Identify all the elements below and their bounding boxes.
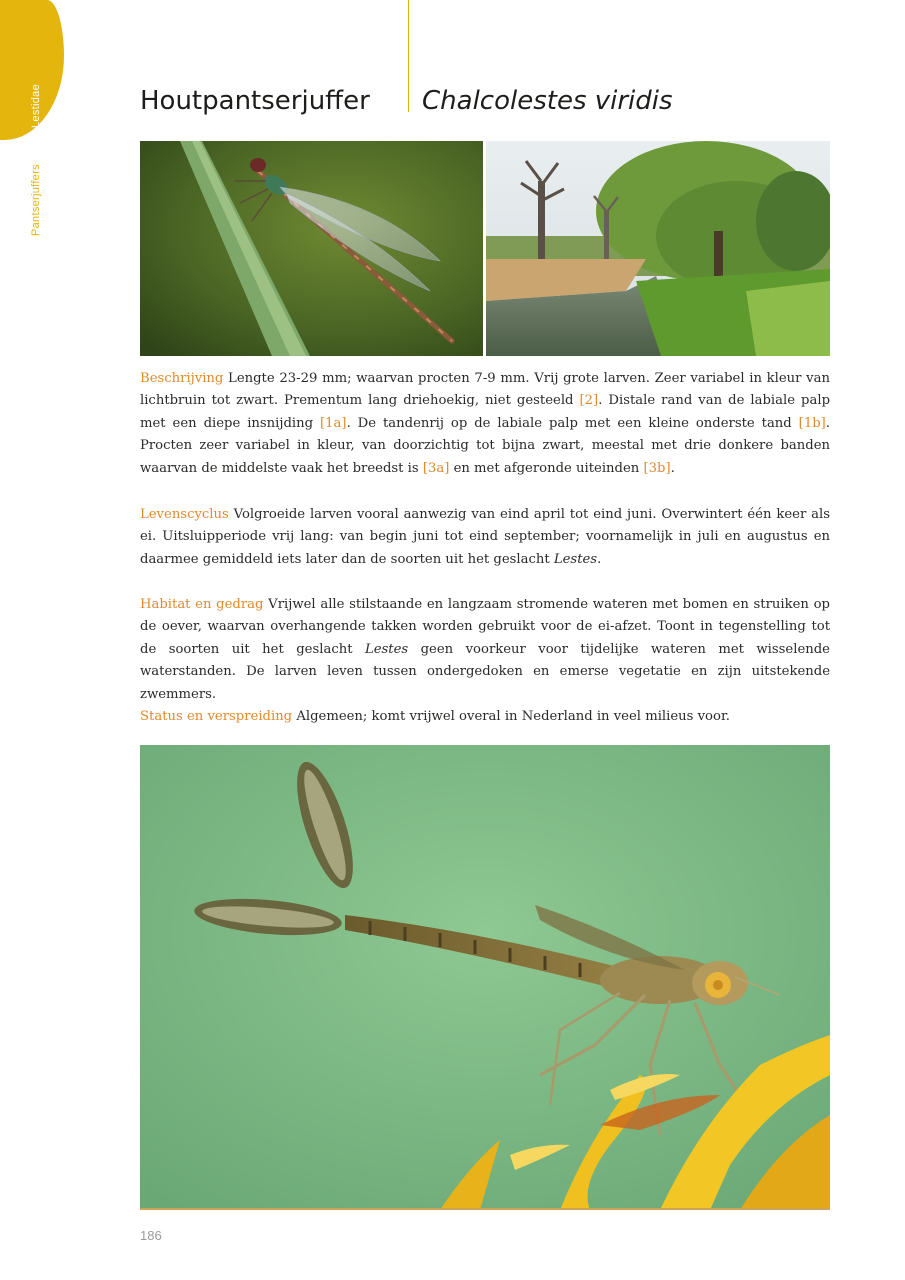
section-text: . De tandenrij op de labiale palp met een kleine onderste tand bbox=[346, 415, 799, 431]
body-text bbox=[140, 368, 830, 480]
body-text-4 bbox=[140, 706, 830, 728]
body-text-3 bbox=[140, 594, 830, 706]
body-text-2 bbox=[140, 504, 830, 571]
habitat-photo bbox=[486, 141, 830, 356]
section-text: Algemeen; komt vrijwel overal in Nederland in veel milieus voor. bbox=[292, 709, 730, 724]
genus-name: Lestes bbox=[553, 551, 598, 567]
scientific-name: Chalcolestes viridis bbox=[422, 86, 673, 116]
section-text: . bbox=[670, 460, 675, 476]
section-text: . Procten zeer variabel in kleur, van doorzichtig tot bijna zwart, meestal met drie donkere banden waarvan de middelste vaak het breedst is bbox=[140, 415, 830, 476]
section-text: geen voorkeur voor tijdelijke wateren met wisselende waterstanden. De larven leven tussen ondergedoken en emerse vegetatie en zijn uitstekende zwemmers. bbox=[140, 641, 830, 702]
figure-reference: [3a] bbox=[422, 460, 450, 476]
figure-reference: [1a] bbox=[320, 415, 347, 431]
section-text: Volgroeide larven vooral aanwezig van eind april tot eind juni. Overwintert één keer als ei. Uitsluipperiode vrij lang: van begin juni tot eind september; voornamelijk in juli en augustus en daarmee gemiddeld iets later dan de soorten uit het geslacht bbox=[140, 507, 830, 567]
genus-name: Lestes bbox=[364, 641, 409, 657]
title-divider bbox=[408, 0, 409, 112]
section-label: Beschrijving bbox=[140, 371, 224, 386]
common-name: Houtpantserjuffer bbox=[140, 86, 370, 116]
section-text: en met afgeronde uiteinden bbox=[449, 460, 644, 476]
section-habitat bbox=[140, 594, 830, 706]
section-text: Vrijwel alle stilstaande en langzaam stromende wateren met bomen en struiken op de oever, waarvan overhangende takken worden gebruikt voor de ei-afzet. Toont in tegenstelling tot de soorten uit het geslacht bbox=[140, 597, 830, 657]
section-label: Levenscyclus bbox=[140, 507, 229, 522]
larva-photo bbox=[140, 745, 830, 1210]
section-beschrijving bbox=[140, 368, 830, 480]
section-text: Lengte 23-29 mm; waarvan procten 7-9 mm. Vrij grote larven. Zeer variabel in kleur van lichtbruin tot zwart. Prementum lang driehoekig, niet gesteeld bbox=[140, 371, 830, 409]
section-levenscyclus bbox=[140, 504, 830, 571]
section-label: Status en verspreiding bbox=[140, 709, 293, 724]
section-status bbox=[140, 706, 830, 728]
section-label: Habitat en gedrag bbox=[140, 597, 264, 612]
page-number: 186 bbox=[140, 1228, 162, 1243]
figure-reference: [3b] bbox=[643, 460, 671, 476]
figure-reference: [2] bbox=[579, 393, 599, 409]
section-text: . Distale rand van de labiale palp met een diepe insnijding bbox=[140, 393, 831, 431]
group-label: Pantserjuffers bbox=[30, 164, 42, 236]
section-text: . bbox=[597, 551, 602, 567]
family-label: Lestidae bbox=[30, 84, 42, 128]
figure-reference: [1b] bbox=[798, 415, 826, 431]
adult-damselfly-photo bbox=[140, 141, 483, 356]
page-title bbox=[140, 86, 673, 126]
